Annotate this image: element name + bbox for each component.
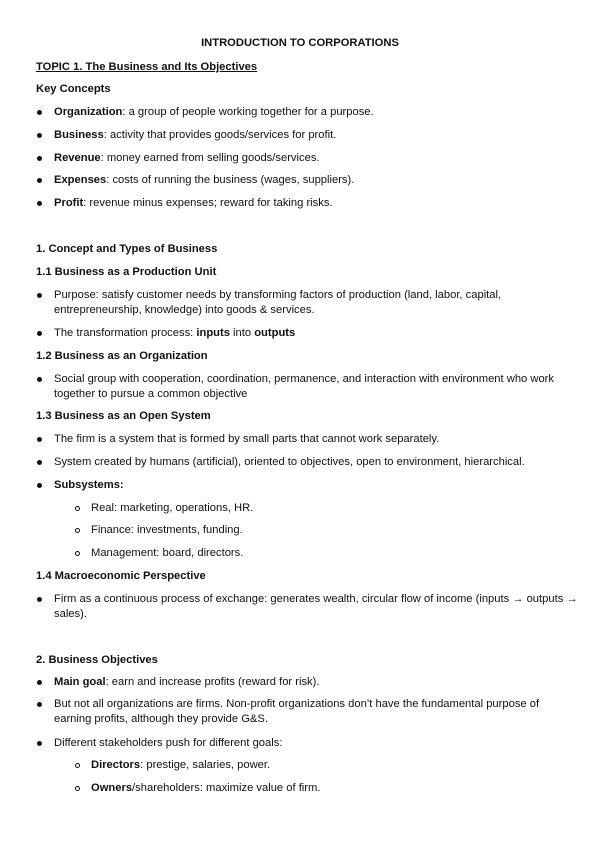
list-item: Social group with cooperation, coordination, permanence, and interaction with environment who work together to pursue a common objective: [54, 372, 579, 402]
definition: : prestige, salaries, power.: [140, 759, 271, 771]
definition: : earn and increase profits (reward for risk).: [105, 676, 320, 688]
list-item: The firm is a system that is formed by small parts that cannot work separately.: [54, 432, 579, 447]
topic-heading: TOPIC 1. The Business and Its Objectives: [36, 61, 258, 73]
list-item: Purpose: satisfy customer needs by transforming factors of production (land, labor, capital, entrepreneurship, knowledge) into goods & services.: [54, 288, 579, 318]
section-1-3-heading: 1.3 Business as an Open System: [36, 410, 211, 422]
list-item: [54, 173, 579, 188]
sub-list-item: Real: marketing, operations, HR.: [91, 502, 254, 514]
definition: : activity that provides goods/services for profit.: [103, 129, 337, 141]
list-item: But not all organizations are firms. Non-profit organizations don’t have the fundamental purpose of earning profits, although they provide G&S.: [54, 697, 579, 727]
text-fragment: into: [229, 327, 255, 339]
section-1-4-heading: 1.4 Macroeconomic Perspective: [36, 570, 206, 582]
term: Main goal: [54, 676, 106, 688]
list-item: [54, 128, 579, 143]
sub-list-item: Finance: investments, funding.: [91, 524, 243, 536]
list-item: Firm as a continuous process of exchange: generates wealth, circular flow of income (inputs → outputs → sales).: [54, 593, 578, 620]
list-item: Different stakeholders push for different goals:: [54, 736, 579, 751]
term: Profit: [54, 197, 84, 209]
key-concepts-heading: Key Concepts: [36, 83, 111, 95]
definition: : a group of people working together for a purpose.: [122, 106, 374, 118]
section-1-1-heading: 1.1 Business as a Production Unit: [36, 266, 217, 278]
term: Organization: [54, 106, 123, 118]
list-item: Subsystems:: [54, 478, 579, 493]
list-item: [54, 196, 579, 211]
term: Directors: [91, 759, 141, 771]
term: Expenses: [54, 174, 107, 186]
list-item: System created by humans (artificial), oriented to objectives, open to environment, hierarchical.: [54, 455, 579, 470]
document-title: INTRODUCTION TO CORPORATIONS: [201, 37, 399, 49]
definition: : costs of running the business (wages, suppliers).: [106, 174, 355, 186]
sub-list-item: Management: board, directors.: [91, 547, 244, 559]
text-fragment: The transformation process:: [54, 327, 197, 339]
definition: /shareholders: maximize value of firm.: [132, 782, 321, 794]
section-1-2-heading: 1.2 Business as an Organization: [36, 350, 208, 362]
sub-list-item: [91, 781, 320, 796]
list-item: [54, 675, 579, 690]
list-item: [54, 105, 579, 120]
term: inputs: [196, 327, 230, 339]
sub-list-item: [91, 758, 270, 773]
definition: : money earned from selling goods/services.: [100, 152, 320, 164]
section-1-heading: 1. Concept and Types of Business: [36, 243, 218, 255]
list-item: [54, 326, 579, 341]
section-2-heading: 2. Business Objectives: [36, 654, 158, 666]
term: outputs: [254, 327, 296, 339]
list-item: [54, 151, 579, 166]
term: Owners: [91, 782, 133, 794]
term: Revenue: [54, 152, 101, 164]
term: Business: [54, 129, 104, 141]
definition: : revenue minus expenses; reward for taking risks.: [83, 197, 333, 209]
